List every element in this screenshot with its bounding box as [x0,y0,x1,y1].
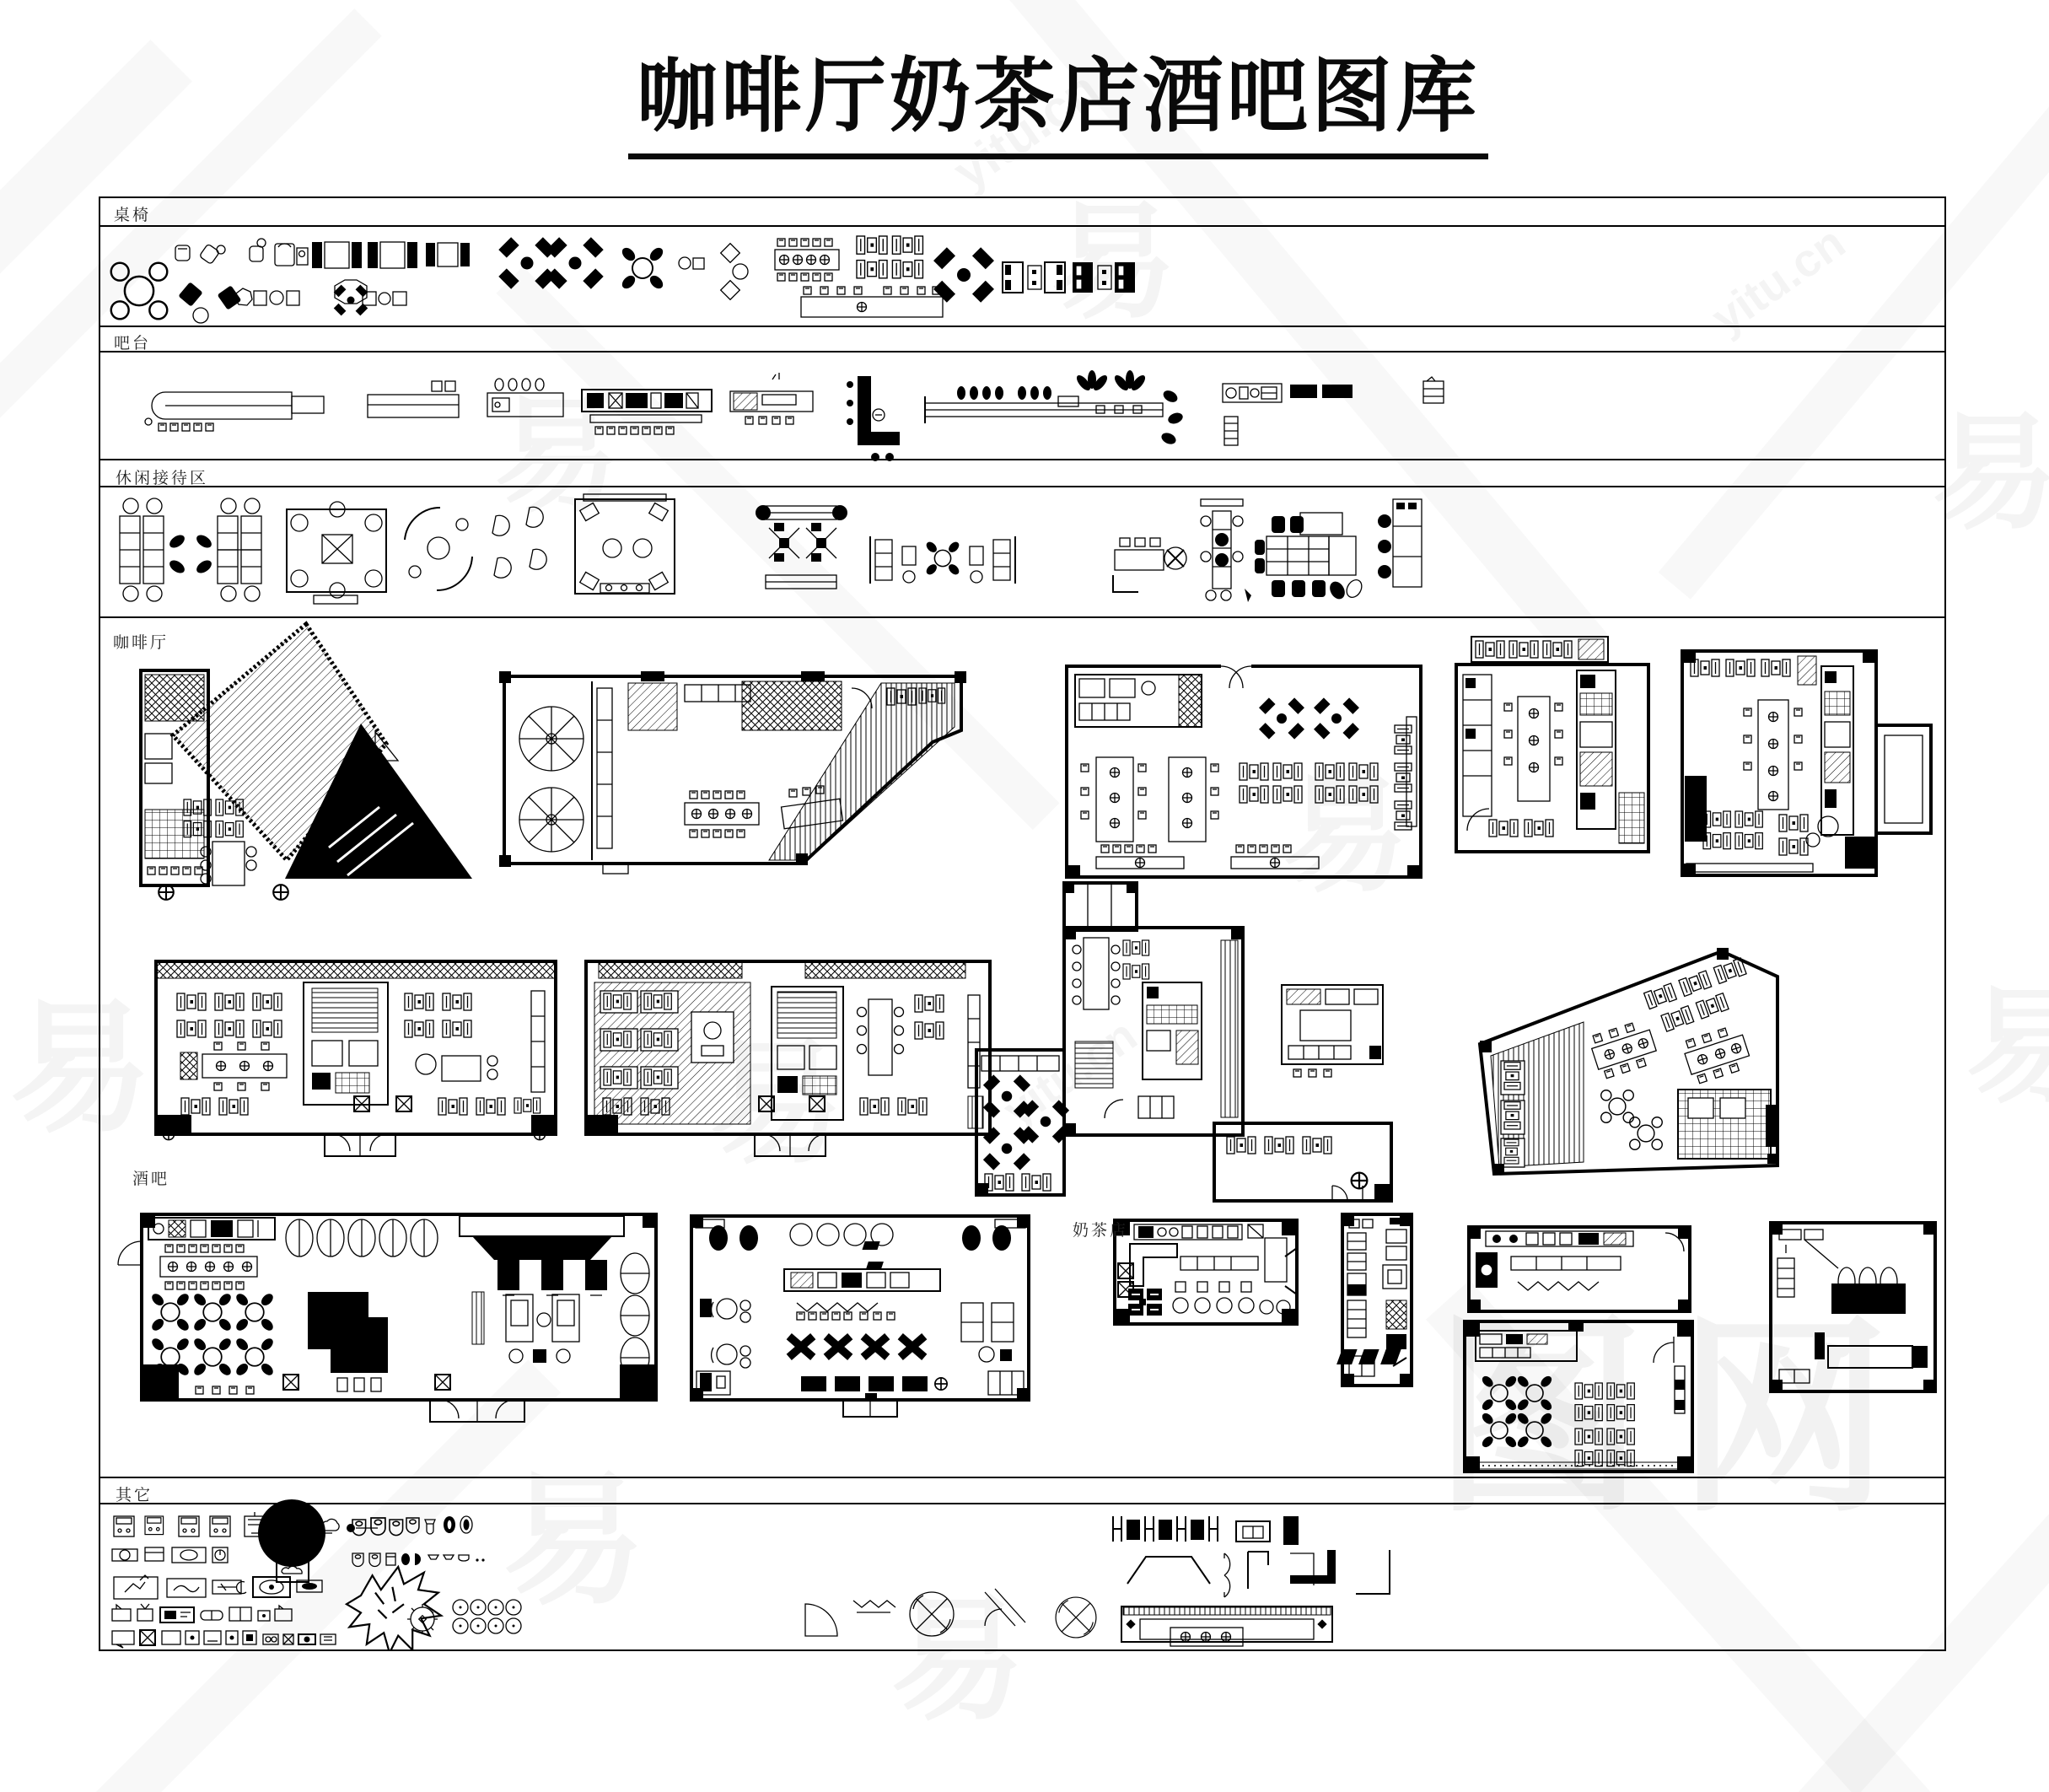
plan-coffee-4 [1456,637,1648,852]
group-other-door-fan [805,1589,1096,1638]
group-tables-chairs [111,236,1135,323]
plan-coffee-central [976,883,1391,1201]
plan-milktea-4 [1465,1321,1692,1472]
section-label-milk-tea-shop: 奶茶店 [1073,1222,1129,1240]
plan-milktea-3 [1469,1227,1690,1311]
group-other-left [112,1499,378,1648]
section-label-coffee-shop: 咖啡厅 [113,634,169,652]
plan-coffee-3 [1067,663,1421,877]
stool-circles-symbol [453,1600,521,1633]
plan-coffee-trapezoid [1480,948,1777,1174]
watermark-brand: 图网 [1433,1300,1923,1536]
plan-bar-2 [691,1216,1029,1417]
column-row-symbols [1113,1516,1299,1545]
group-other-cups-plants [347,1516,521,1649]
section-label-tables-chairs: 桌椅 [114,207,152,224]
section-label-bar: 酒吧 [132,1170,170,1188]
plan-coffee-6 [156,961,556,1156]
group-bar-counters [145,370,1444,461]
reception-counter-symbol [1121,1606,1332,1646]
plan-coffee-5 [1682,651,1931,875]
plan-bar-1 [118,1214,656,1422]
page-title: 咖啡厅奶茶店酒吧图库 [628,52,1488,159]
section-label-other: 其它 [116,1487,153,1504]
section-label-lounge: 休闲接待区 [116,470,209,487]
drawings-canvas [100,198,1944,1649]
section-label-bar-counter: 吧台 [114,335,152,352]
ceiling-fan-symbol [1056,1597,1096,1638]
group-lounge-reception [120,494,1422,604]
ceiling-fan-symbol [910,1592,954,1636]
plan-coffee-diagonal [499,671,966,874]
watermark-char [1931,371,2049,553]
plan-milktea-5 [1336,1223,1935,1391]
plan-coffee-triangle [141,624,472,900]
door-swing-symbol [805,1604,837,1636]
watermark-char [1965,944,2049,1127]
canopy-symbol [1127,1557,1210,1584]
plan-coffee-7 [586,961,990,1156]
library-frame [99,196,1946,1651]
group-other-right [1113,1516,1390,1646]
